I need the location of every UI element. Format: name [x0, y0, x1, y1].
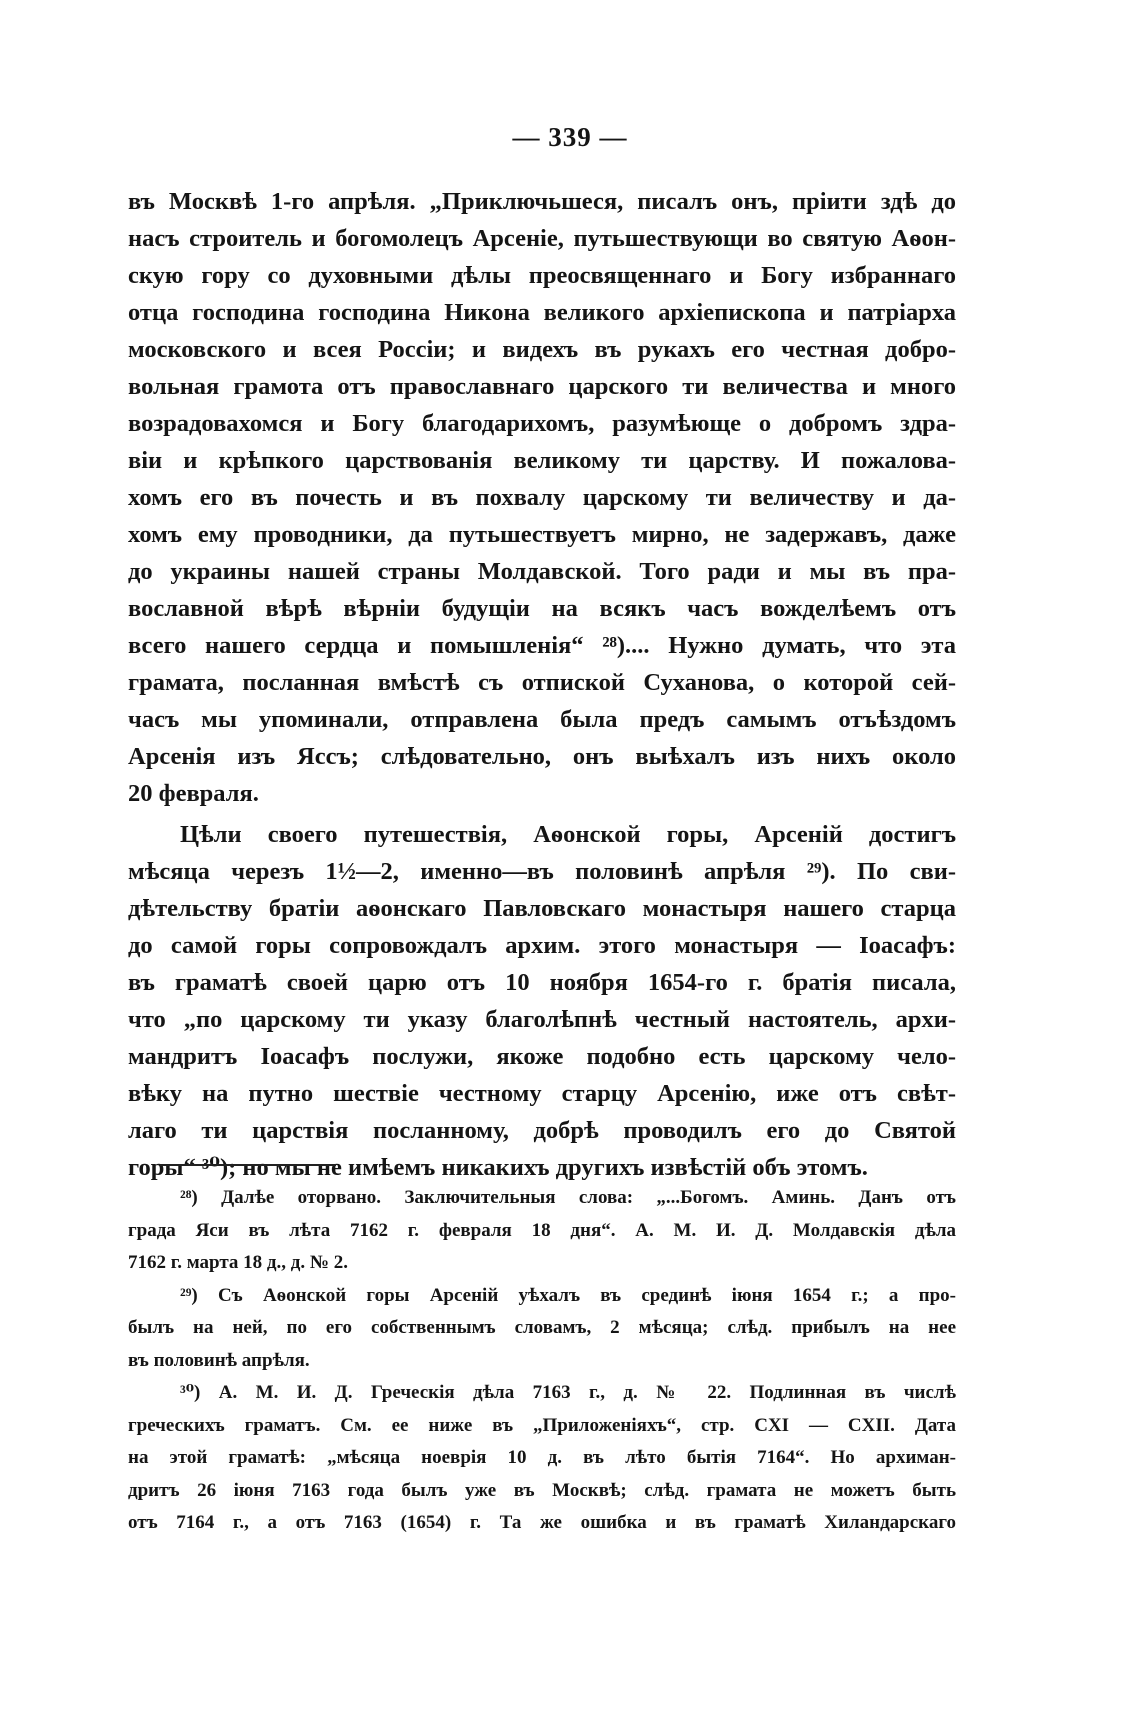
text-line: мандритъ Іоасафъ послужи, якоже подобно есть царскому чело-	[128, 1043, 956, 1070]
footnote-line: ²⁹) Съ Аѳонской горы Арсеній уѣхалъ въ срединѣ іюня 1654 г.; а про-	[180, 1284, 956, 1306]
text-line: въ Москвѣ 1-го апрѣля. „Приключьшеся, писалъ онъ, пріити здѣ до	[128, 188, 956, 215]
footnote-line: ³⁰) А. М. И. Д. Греческія дѣла 7163 г., д. № 22. Подлинная въ числѣ	[180, 1382, 956, 1403]
text-line: 20 февраля.	[128, 780, 259, 807]
text-line: горы“ ³⁰); но мы не имѣемъ никакихъ другихъ извѣстій объ этомъ.	[128, 1154, 868, 1181]
text-line: до украины нашей страны Молдавской. Того ради и мы въ пра-	[128, 558, 956, 585]
text-line: вольная грамота отъ православнаго царского ти величества и много	[128, 373, 956, 400]
text-line: хомъ ему проводники, да путьшествуетъ мирно, не задержавъ, даже	[128, 521, 956, 548]
footnote-line: града Яси въ лѣта 7162 г. февраля 18 дня“. А. М. И. Д. Молдавскія дѣла	[128, 1219, 956, 1241]
text-line: Арсенія изъ Яссъ; слѣдовательно, онъ выѣхалъ изъ нихъ около	[128, 743, 956, 770]
text-line: всего нашего сердца и помышленія“ ²⁸).... Нужно думать, что эта	[128, 632, 956, 659]
text-line: хомъ его въ почесть и въ похвалу царскому ти величеству и да-	[128, 484, 956, 511]
text-line: отца господина господина Никона великого архіепископа и патріарха	[128, 299, 956, 326]
footnote-line: отъ 7164 г., а отъ 7163 (1654) г. Та же ошибка и въ граматѣ Хиландарскаго	[128, 1512, 956, 1533]
text-line: до самой горы сопровождалъ архим. этого монастыря — Іоасафъ:	[128, 932, 956, 959]
footnote-line: греческихъ граматъ. См. ее ниже въ „Приложеніяхъ“, стр. CXI — CXII. Дата	[128, 1414, 956, 1436]
text-line: въ граматѣ своей царю отъ 10 ноября 1654-го г. братія писала,	[128, 969, 956, 996]
text-line: часъ мы упоминали, отправлена была предъ самымъ отъѣздомъ	[128, 706, 956, 733]
page-number: — 339 —	[512, 122, 628, 152]
footnote-line: ²⁸) Далѣе оторвано. Заключительныя слова: „...Богомъ. Аминь. Данъ отъ	[180, 1187, 956, 1208]
text-line: дѣтельству братіи аѳонскаго Павловскаго монастыря нашего старца	[128, 895, 956, 922]
text-line: вославной вѣрѣ вѣрніи будущіи на всякъ часъ вожделѣемъ отъ	[128, 595, 956, 622]
footnote-line: 7162 г. марта 18 д., д. № 2.	[128, 1252, 348, 1273]
text-line: скую гору со духовными дѣлы преосвященнаго и Богу избраннаго	[128, 262, 956, 289]
footnotes	[128, 1182, 956, 1540]
footnote-line: въ половинѣ апрѣля.	[128, 1349, 310, 1371]
text-line: лаго ти царствія посланному, добрѣ проводилъ его до Святой	[128, 1117, 956, 1144]
text-line: что „по царскому ти указу благолѣпнѣ честный настоятель, архи-	[128, 1006, 956, 1033]
footnote-line: былъ на ней, по его собственнымъ словамъ, 2 мѣсяца; слѣд. прибылъ на нее	[128, 1317, 956, 1338]
text-line: московского и всея Россіи; и видехъ въ рукахъ его честная добро-	[128, 336, 956, 363]
footnote-divider	[160, 1164, 336, 1166]
text-line: віи и крѣпкого царствованія великому ти царству. И пожалова-	[128, 447, 956, 474]
text-line: мѣсяца черезъ 1½—2, именно—въ половинѣ апрѣля ²⁹). По сви-	[128, 858, 956, 885]
text-line: Цѣли своего путешествія, Аѳонской горы, Арсеній достигъ	[180, 821, 956, 848]
footnote-line: дритъ 26 іюня 7163 года былъ уже въ Москвѣ; слѣд. грамата не можетъ быть	[128, 1479, 956, 1501]
text-line: вѣку на путно шествіе честному старцу Арсенію, иже отъ свѣт-	[128, 1080, 956, 1107]
footnote-line: на этой граматѣ: „мѣсяца ноеврія 10 д. въ лѣто бытія 7164“. Но архиман-	[128, 1447, 956, 1468]
text-line: возрадовахомся и Богу благодарихомъ, разумѣюще о добромъ здра-	[128, 410, 956, 437]
text-line: насъ строитель и богомолецъ Арсеніе, путьшествующи во святую Аѳон-	[128, 225, 956, 252]
text-line: грамата, посланная вмѣстѣ съ отпиской Суханова, о которой сей-	[128, 669, 956, 696]
main-text	[128, 183, 956, 1186]
